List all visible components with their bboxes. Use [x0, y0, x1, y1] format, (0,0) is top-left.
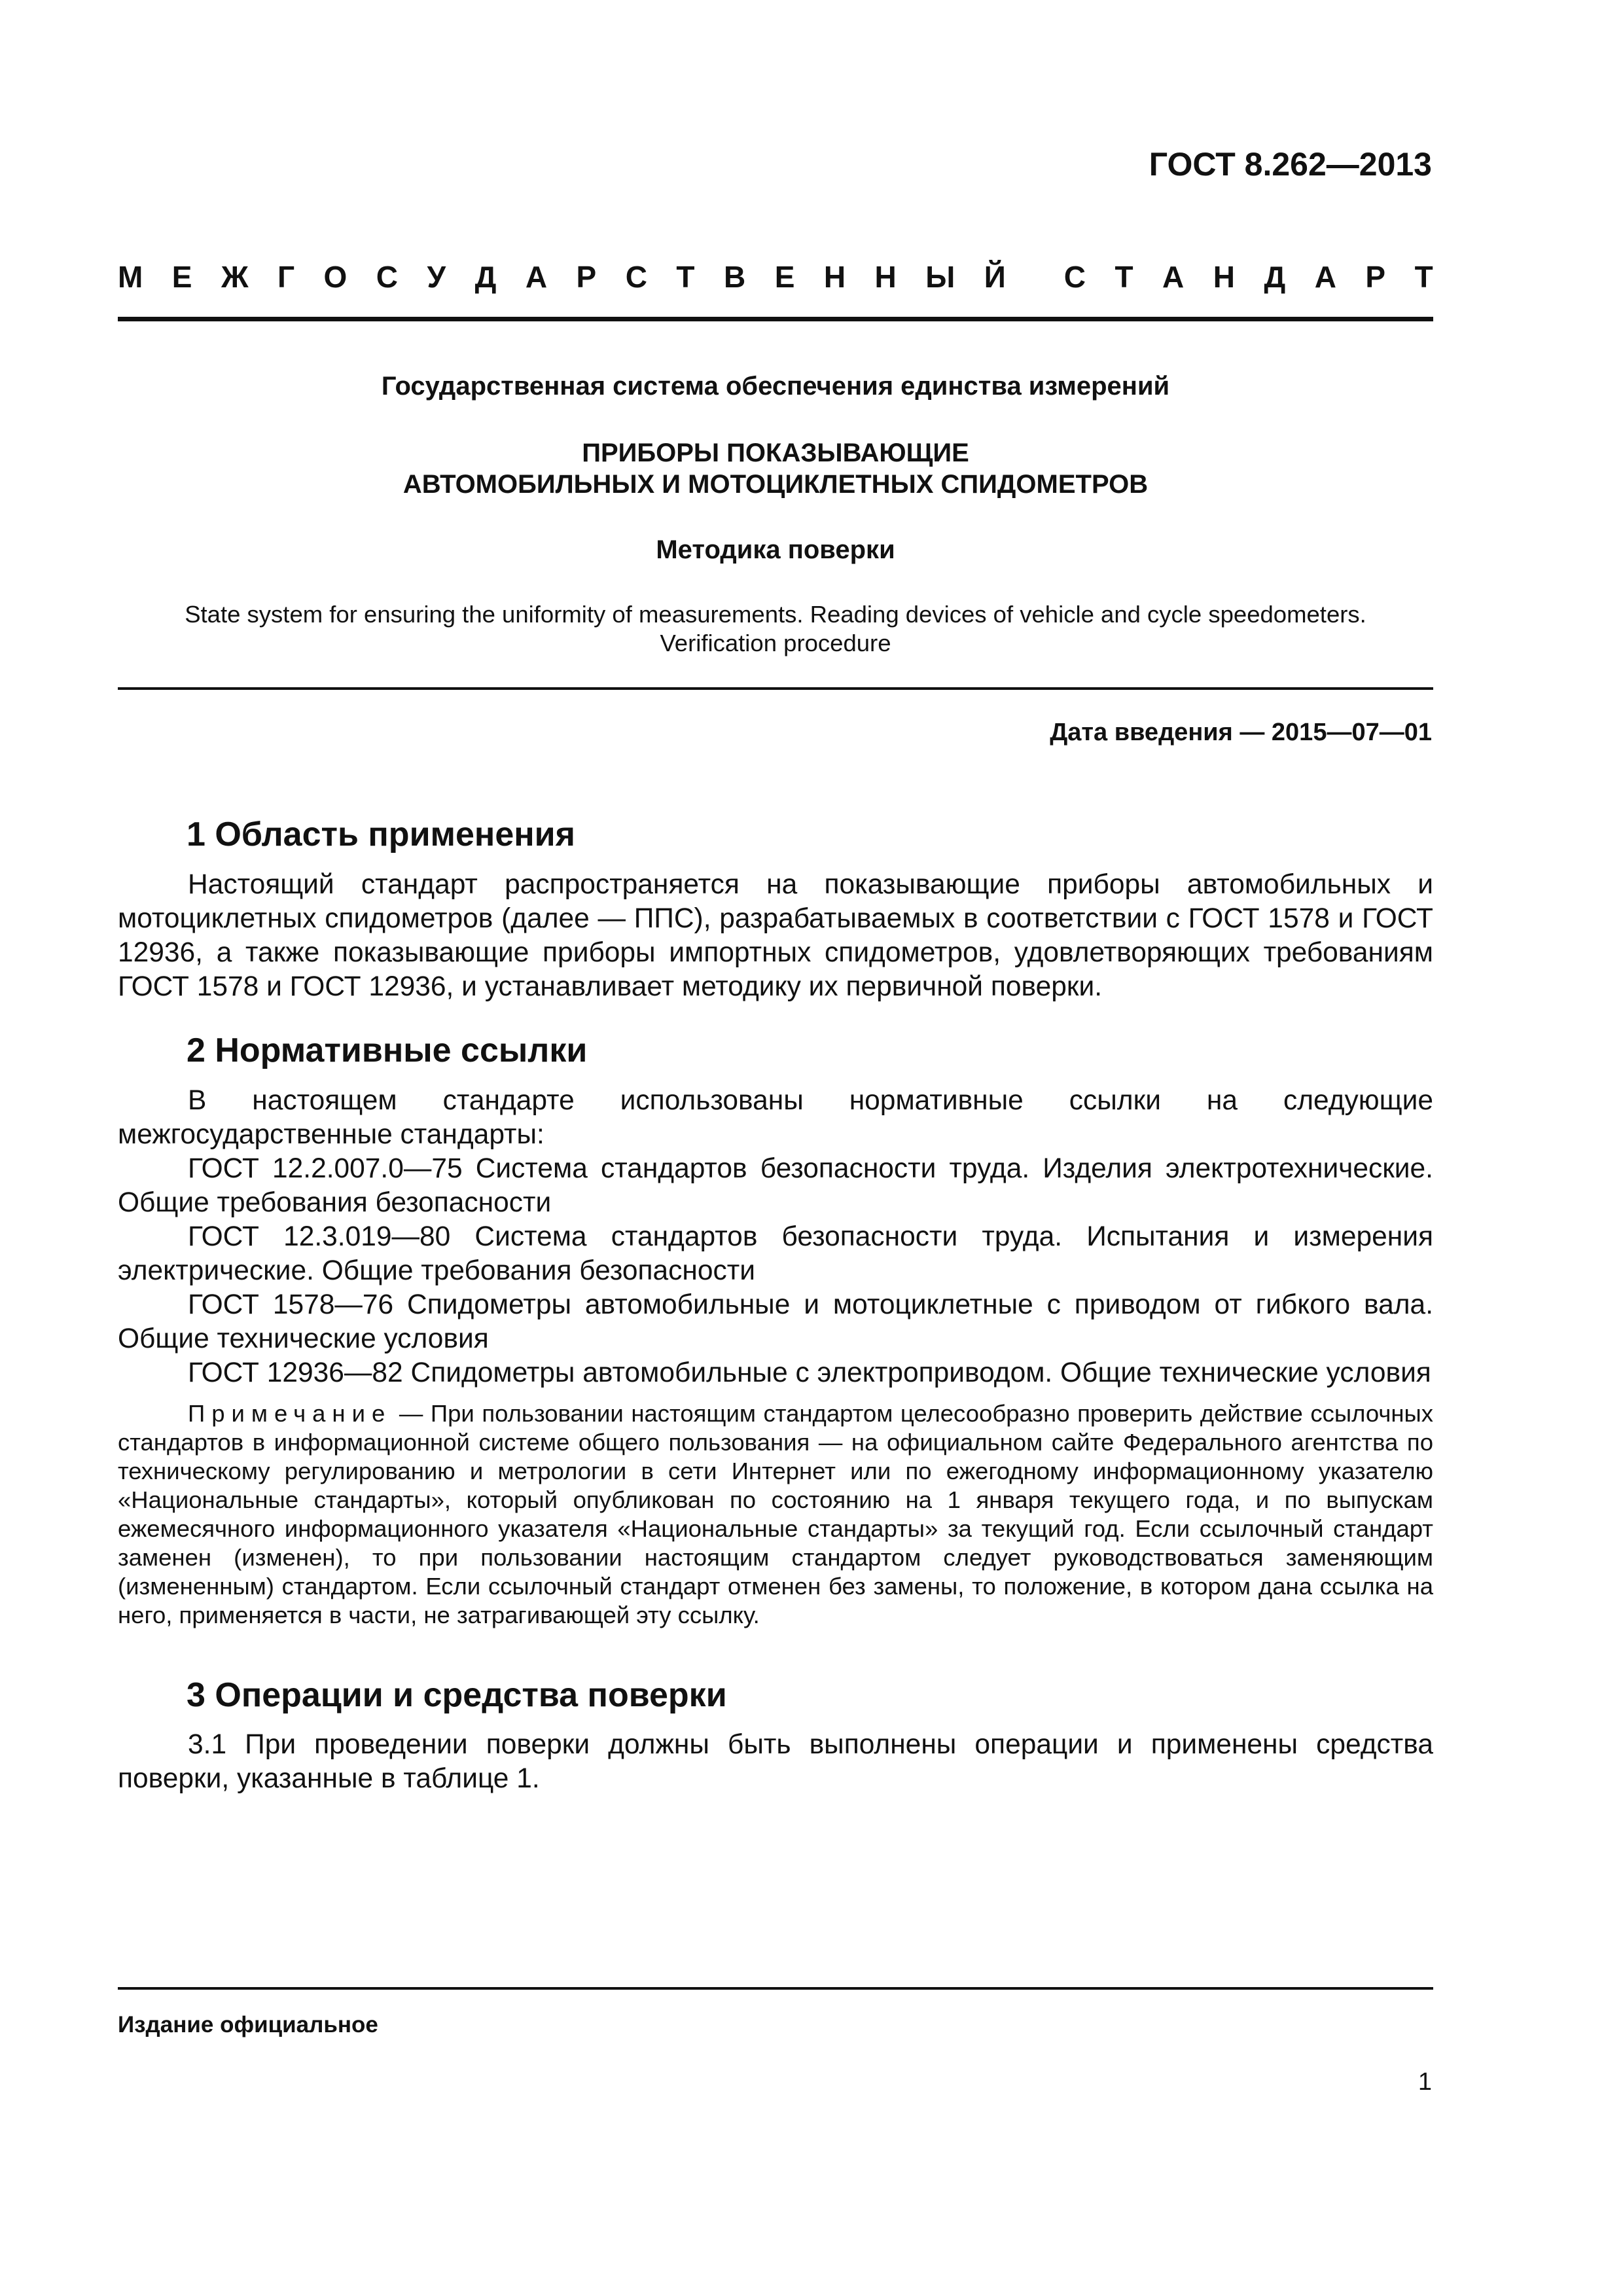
section-3-heading: 3 Операции и средства поверки: [187, 1676, 727, 1714]
standard-type-letter: Е: [171, 260, 192, 294]
standard-type-heading: [118, 259, 1433, 295]
standard-type-letter: Н: [823, 260, 846, 294]
standard-type-letter: Р: [576, 260, 597, 294]
reference-item: ГОСТ 12936—82 Спидометры автомобильные с электроприводом. Общие технические условия: [188, 1357, 1431, 1388]
standard-type-letter: В: [723, 260, 746, 294]
english-title-line-2: Verification procedure: [660, 630, 891, 656]
section-2-intro: В настоящем стандарте использованы нормативные ссылки на следующие межгосударственные стандарты:: [118, 1085, 1433, 1150]
standard-type-letter: Г: [277, 260, 295, 294]
system-title: Государственная система обеспечения единства измерений: [381, 372, 1170, 401]
footer-rule: [118, 1987, 1433, 1990]
standard-type-letter: А: [1314, 260, 1336, 294]
standard-type-letter: Т: [1414, 260, 1433, 294]
standard-type-letter: Й: [984, 260, 1006, 294]
standard-type-letter: Ж: [221, 260, 249, 294]
standard-type-letter: А: [525, 260, 548, 294]
standard-type-letter: М: [118, 260, 143, 294]
introduction-date: Дата введения — 2015—07—01: [1050, 719, 1432, 746]
reference-item: ГОСТ 1578—76 Спидометры автомобильные и мотоциклетные с приводом от гибкого вала. Общие технические условия: [118, 1289, 1433, 1354]
reference-item: ГОСТ 12.2.007.0—75 Система стандартов безопасности труда. Изделия электротехнические. Общие требования безопасности: [118, 1153, 1433, 1218]
header-rule: [118, 317, 1433, 321]
standard-type-letter: Т: [676, 260, 695, 294]
standard-type-letter: Е: [774, 260, 795, 294]
main-title-line-2: АВТОМОБИЛЬНЫХ И МОТОЦИКЛЕТНЫХ СПИДОМЕТРОВ: [402, 470, 1149, 499]
note-text: — При пользовании настоящим стандартом целесообразно проверить действие ссылочных стандартов в информационной системе общего пользования — на официальном сайте Федерального агентства по техническому регулированию и метрологии в сети Интернет или по ежегодному информационному указателю «Национальные стандарты», который опубликован по состоянию на 1 января текущего года, и по выпускам ежемесячного информационного указателя «Национальные стандарты» за текущий год. Если ссылочный стандарт заменен (изменен), то при пользовании настоящим стандартом следует руководствоваться заменяющим (измененным) стандартом. Если ссылочный стандарт отменен без замены, то положение, в котором дана ссылка на него, применяется в части, не затрагивающей эту ссылку.: [118, 1400, 1433, 1628]
standard-type-letter: С: [376, 260, 399, 294]
standard-type-letter: Ы: [925, 260, 955, 294]
title-rule: [118, 687, 1433, 690]
page-number: 1: [1418, 2068, 1432, 2096]
section-2-heading: 2 Нормативные ссылки: [187, 1031, 588, 1069]
standard-type-letter: Р: [1365, 260, 1386, 294]
standard-type-letter: О: [323, 260, 348, 294]
gost-number: ГОСТ 8.262—2013: [1149, 146, 1432, 183]
note: [118, 1399, 1433, 1630]
standard-type-letter: Д: [474, 260, 497, 294]
section-1-text: Настоящий стандарт распространяется на показывающие приборы автомобильных и мотоциклетных спидометров (далее — ППС), разрабатываемых в соответствии с ГОСТ 1578 и ГОСТ 12936, а также показывающие приборы импортных спидометров, удовлетворяющих требованиям ГОСТ 1578 и ГОСТ 12936, и устанавливает методику их первичной поверки.: [118, 869, 1433, 1002]
standard-type-letter: Н: [1213, 260, 1235, 294]
standard-type-letter: А: [1162, 260, 1185, 294]
standard-type-letter: Н: [874, 260, 897, 294]
section-3-text: 3.1 При проведении поверки должны быть выполнены операции и применены средства поверки, указанные в таблице 1.: [118, 1729, 1433, 1794]
reference-item: ГОСТ 12.3.019—80 Система стандартов безопасности труда. Испытания и измерения электрические. Общие требования безопасности: [118, 1221, 1433, 1286]
standard-type-letter: Т: [1115, 260, 1133, 294]
section-1-heading: 1 Область применения: [187, 816, 575, 853]
english-title-line-1: State system for ensuring the uniformity of measurements. Reading devices of vehicle and cycle speedometers.: [185, 601, 1366, 628]
edition-label: Издание официальное: [118, 2012, 378, 2037]
standard-type-letter: С: [625, 260, 647, 294]
standard-type-letter: Д: [1264, 260, 1286, 294]
standard-type-letter: У: [427, 260, 446, 294]
note-label: Примечание: [188, 1400, 392, 1427]
subtitle: Методика поверки: [656, 535, 895, 564]
main-title-line-1: ПРИБОРЫ ПОКАЗЫВАЮЩИЕ: [582, 439, 969, 467]
standard-type-letter: С: [1063, 260, 1086, 294]
